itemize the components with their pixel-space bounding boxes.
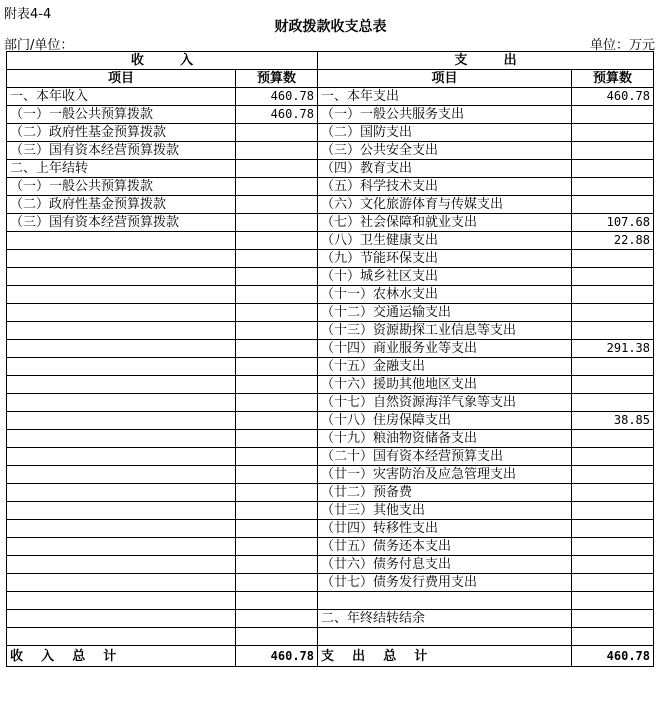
income-value-cell [236,322,318,340]
income-value-cell [236,610,318,628]
income-value-cell [236,340,318,358]
expense-value-cell [572,394,654,412]
income-value-cell [236,628,318,646]
expense-item-cell: （十六）援助其他地区支出 [318,376,572,394]
expense-item-cell: （十）城乡社区支出 [318,268,572,286]
income-item-cell [7,628,236,646]
expense-item-cell: （廿一）灾害防治及应急管理支出 [318,466,572,484]
income-value-cell [236,592,318,610]
fiscal-budget-table [6,51,654,667]
expense-item-cell: （十二）交通运输支出 [318,304,572,322]
income-item-cell [7,448,236,466]
expense-item-cell: （二）国防支出 [318,124,572,142]
expense-item-cell: （廿六）债务付息支出 [318,556,572,574]
income-value-cell [236,376,318,394]
expense-item-cell: （十八）住房保障支出 [318,412,572,430]
income-value-cell [236,574,318,592]
income-item-cell [7,538,236,556]
expense-value-cell [572,142,654,160]
annex-label: 附表4-4 [4,7,52,22]
page-title: 财政拨款收支总表 [274,19,387,35]
income-item-cell [7,412,236,430]
income-item-cell: 二、上年结转 [7,160,236,178]
income-item-cell [7,340,236,358]
income-value-cell [236,556,318,574]
income-value-cell [236,142,318,160]
income-item-cell [7,466,236,484]
income-item-cell [7,394,236,412]
expense-item-cell: （廿四）转移性支出 [318,520,572,538]
income-item-cell [7,358,236,376]
income-value-cell [236,520,318,538]
income-value-cell [236,286,318,304]
table-row [7,286,654,304]
table-row [7,466,654,484]
expense-item-cell: （十五）金融支出 [318,358,572,376]
income-item-cell [7,232,236,250]
income-item-cell [7,484,236,502]
expense-item-cell: （二十）国有资本经营预算支出 [318,448,572,466]
income-item-cell [7,376,236,394]
table-row [7,196,654,214]
expense-value-cell [572,196,654,214]
income-item-cell [7,502,236,520]
income-item-cell [7,250,236,268]
expense-value-cell [572,448,654,466]
income-item-cell [7,430,236,448]
expense-value-cell [572,304,654,322]
expense-item-cell: （六）文化旅游体育与传媒支出 [318,196,572,214]
expense-value-cell [572,358,654,376]
expense-value-cell [572,430,654,448]
department-label: 部门/单位： [4,38,74,53]
table-row [7,502,654,520]
table-body [7,88,654,646]
expense-value-cell [572,250,654,268]
table-row [7,538,654,556]
expense-value-cell: 107.68 [572,214,654,232]
expense-item-header: 项目 [318,70,572,88]
income-item-header: 项目 [7,70,236,88]
income-item-cell [7,286,236,304]
income-value-cell [236,412,318,430]
expense-item-cell: （廿二）预备费 [318,484,572,502]
income-item-cell: （三）国有资本经营预算拨款 [7,214,236,232]
table-row [7,610,654,628]
expense-value-cell [572,268,654,286]
expense-item-cell: 二、年终结转结余 [318,610,572,628]
income-item-cell: （一）一般公共预算拨款 [7,106,236,124]
income-value-cell [236,448,318,466]
income-value-cell [236,250,318,268]
table-row [7,142,654,160]
income-item-cell [7,610,236,628]
expense-value-cell [572,502,654,520]
table-row [7,556,654,574]
expense-item-cell: （五）科学技术支出 [318,178,572,196]
income-value-cell [236,232,318,250]
income-item-cell [7,592,236,610]
total-row [7,646,654,667]
expense-total-value: 460.78 [572,646,654,667]
expense-item-cell: （四）教育支出 [318,160,572,178]
expense-value-cell: 291.38 [572,340,654,358]
income-item-cell: （三）国有资本经营预算拨款 [7,142,236,160]
income-total-value: 460.78 [236,646,318,667]
expense-value-cell [572,592,654,610]
expense-value-cell [572,322,654,340]
table-row [7,358,654,376]
table-row [7,394,654,412]
income-value-cell [236,394,318,412]
expense-item-cell: （八）卫生健康支出 [318,232,572,250]
table-row [7,340,654,358]
income-item-cell [7,520,236,538]
income-value-cell [236,358,318,376]
income-item-cell [7,268,236,286]
table-row [7,160,654,178]
expense-value-cell: 38.85 [572,412,654,430]
income-value-cell [236,160,318,178]
income-total-label: 收 入 总 计 [7,646,236,667]
expense-budget-header: 预算数 [572,70,654,88]
expense-item-cell: 一、本年支出 [318,88,572,106]
table-row [7,268,654,286]
expense-item-cell [318,592,572,610]
income-item-cell [7,556,236,574]
expense-header: 支 出 [318,52,654,70]
table-row [7,106,654,124]
expense-value-cell [572,520,654,538]
expense-item-cell [318,628,572,646]
table-row [7,214,654,232]
section-header-row [7,52,654,70]
expense-value-cell [572,628,654,646]
expense-value-cell [572,484,654,502]
expense-item-cell: （廿五）债务还本支出 [318,538,572,556]
expense-item-cell: （一）一般公共服务支出 [318,106,572,124]
expense-value-cell [572,556,654,574]
expense-value-cell [572,466,654,484]
table-row [7,322,654,340]
income-value-cell [236,178,318,196]
expense-value-cell [572,106,654,124]
income-item-cell [7,574,236,592]
unit-label: 单位：万元 [589,38,655,53]
income-item-cell: （二）政府性基金预算拨款 [7,124,236,142]
expense-item-cell: （七）社会保障和就业支出 [318,214,572,232]
table-row [7,448,654,466]
expense-value-cell: 460.78 [572,88,654,106]
expense-value-cell: 22.88 [572,232,654,250]
expense-value-cell [572,160,654,178]
expense-value-cell [572,538,654,556]
income-value-cell [236,502,318,520]
expense-value-cell [572,610,654,628]
expense-item-cell: （九）节能环保支出 [318,250,572,268]
expense-total-label: 支 出 总 计 [318,646,572,667]
expense-item-cell: （廿七）债务发行费用支出 [318,574,572,592]
expense-value-cell [572,286,654,304]
table-row [7,628,654,646]
expense-value-cell [572,574,654,592]
income-value-cell [236,304,318,322]
income-item-cell: 一、本年收入 [7,88,236,106]
expense-item-cell: （廿三）其他支出 [318,502,572,520]
income-item-cell: （一）一般公共预算拨款 [7,178,236,196]
table-row [7,484,654,502]
income-budget-header: 预算数 [236,70,318,88]
table-row [7,304,654,322]
table-row [7,412,654,430]
income-value-cell [236,268,318,286]
income-value-cell [236,484,318,502]
income-item-cell [7,322,236,340]
table-row [7,574,654,592]
expense-item-cell: （十四）商业服务业等支出 [318,340,572,358]
table-row [7,124,654,142]
income-value-cell [236,124,318,142]
income-value-cell [236,466,318,484]
expense-value-cell [572,124,654,142]
expense-value-cell [572,178,654,196]
income-header: 收 入 [7,52,318,70]
expense-item-cell: （十七）自然资源海洋气象等支出 [318,394,572,412]
table-row [7,430,654,448]
expense-item-cell: （十九）粮油物资储备支出 [318,430,572,448]
income-value-cell: 460.78 [236,88,318,106]
income-item-cell: （二）政府性基金预算拨款 [7,196,236,214]
expense-item-cell: （十一）农林水支出 [318,286,572,304]
table-row [7,520,654,538]
income-value-cell [236,538,318,556]
expense-item-cell: （十三）资源勘探工业信息等支出 [318,322,572,340]
income-value-cell [236,430,318,448]
table-row [7,376,654,394]
income-value-cell [236,214,318,232]
column-header-row [7,70,654,88]
income-item-cell [7,304,236,322]
table-row [7,250,654,268]
table-row [7,592,654,610]
income-value-cell [236,196,318,214]
table-row [7,178,654,196]
expense-value-cell [572,376,654,394]
table-row [7,232,654,250]
expense-item-cell: （三）公共安全支出 [318,142,572,160]
income-value-cell: 460.78 [236,106,318,124]
table-row [7,88,654,106]
